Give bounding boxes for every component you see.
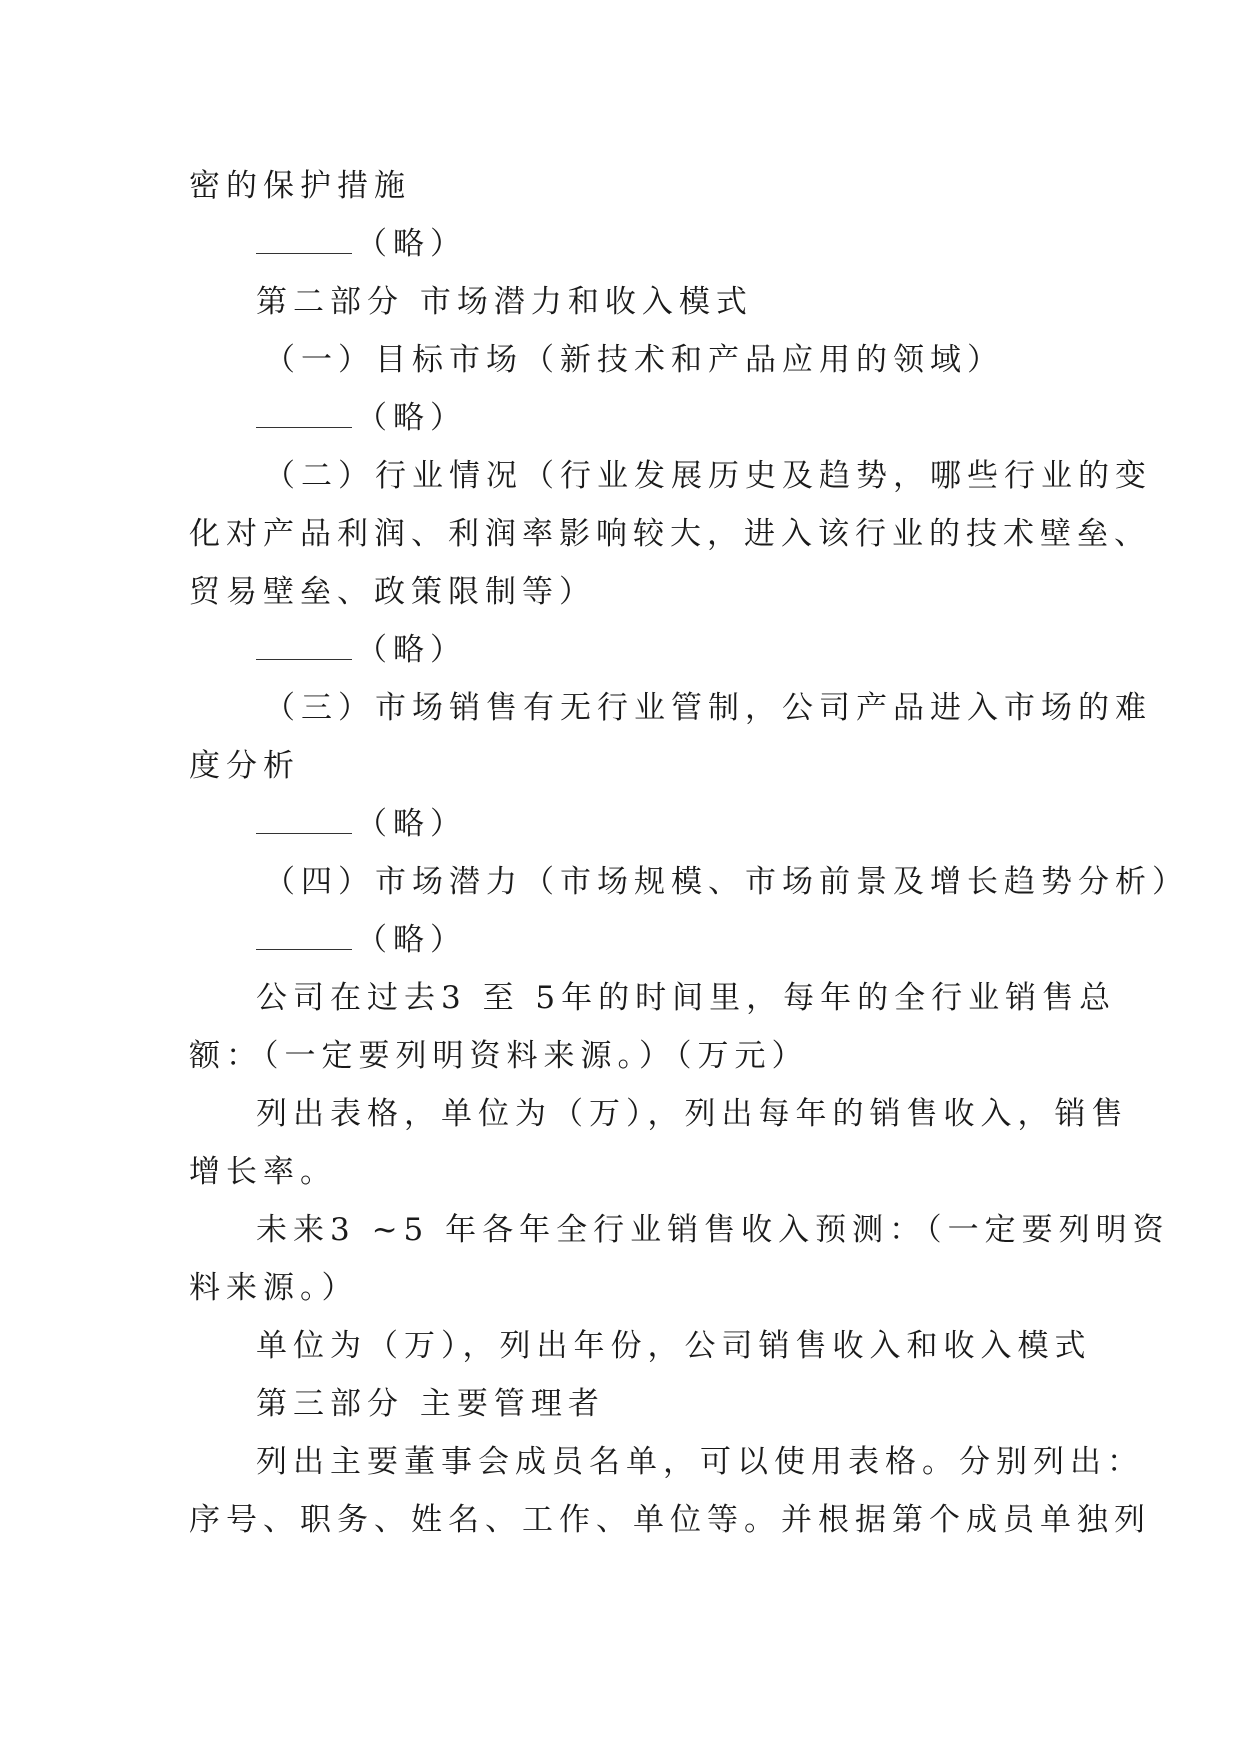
text-line: （略） bbox=[356, 806, 467, 842]
subsection-heading: （一）目标市场（新技术和产品应用的领域） bbox=[264, 342, 1004, 378]
text-line: 序号、职务、姓名、工作、单位等。并根据第个成员单独列 bbox=[189, 1502, 1151, 1538]
text-line: （略） bbox=[356, 400, 467, 436]
section-heading: 第三部分 主要管理者 bbox=[256, 1386, 605, 1422]
paragraph-line: 单位为（万），列出年份，公司销售收入和收入模式 bbox=[256, 1328, 1092, 1364]
text-line: 额：（一定要列明资料来源。）（万元） bbox=[189, 1038, 809, 1074]
omitted-line bbox=[256, 630, 467, 670]
text-line: 料来源。） bbox=[189, 1270, 359, 1306]
blank-underline bbox=[256, 923, 352, 950]
paragraph-line: 未来3 ~5 年各年全行业销售收入预测：（一定要列明资 bbox=[256, 1212, 1170, 1248]
blank-underline bbox=[256, 401, 352, 428]
omitted-line bbox=[256, 920, 467, 960]
blank-underline bbox=[256, 227, 352, 254]
omitted-line bbox=[256, 804, 467, 844]
subsection-heading: （二）行业情况（行业发展历史及趋势，哪些行业的变 bbox=[264, 458, 1152, 494]
text-line: （略） bbox=[356, 226, 467, 262]
text-line: 度分析 bbox=[189, 748, 300, 784]
omitted-line bbox=[256, 224, 467, 264]
text-line: 密的保护措施 bbox=[189, 168, 411, 204]
paragraph-line: 列出主要董事会成员名单，可以使用表格。分别列出： bbox=[256, 1444, 1144, 1480]
paragraph-line: 列出表格，单位为（万），列出每年的销售收入，销售 bbox=[256, 1096, 1129, 1132]
subsection-heading: （四）市场潜力（市场规模、市场前景及增长趋势分析） bbox=[264, 864, 1189, 900]
blank-underline bbox=[256, 633, 352, 660]
paragraph-line: 公司在过去3 至 5年的时间里，每年的全行业销售总 bbox=[256, 980, 1117, 1016]
text-line: 贸易壁垒、政策限制等） bbox=[189, 574, 596, 610]
omitted-line bbox=[256, 398, 467, 438]
text-line: 增长率。 bbox=[189, 1154, 337, 1190]
subsection-heading: （三）市场销售有无行业管制，公司产品进入市场的难 bbox=[264, 690, 1152, 726]
text-line: （略） bbox=[356, 632, 467, 668]
blank-underline bbox=[256, 807, 352, 834]
text-line: （略） bbox=[356, 922, 467, 958]
section-heading: 第二部分 市场潜力和收入模式 bbox=[256, 284, 753, 320]
text-line: 化对产品利润、利润率影响较大，进入该行业的技术壁垒、 bbox=[189, 516, 1151, 552]
